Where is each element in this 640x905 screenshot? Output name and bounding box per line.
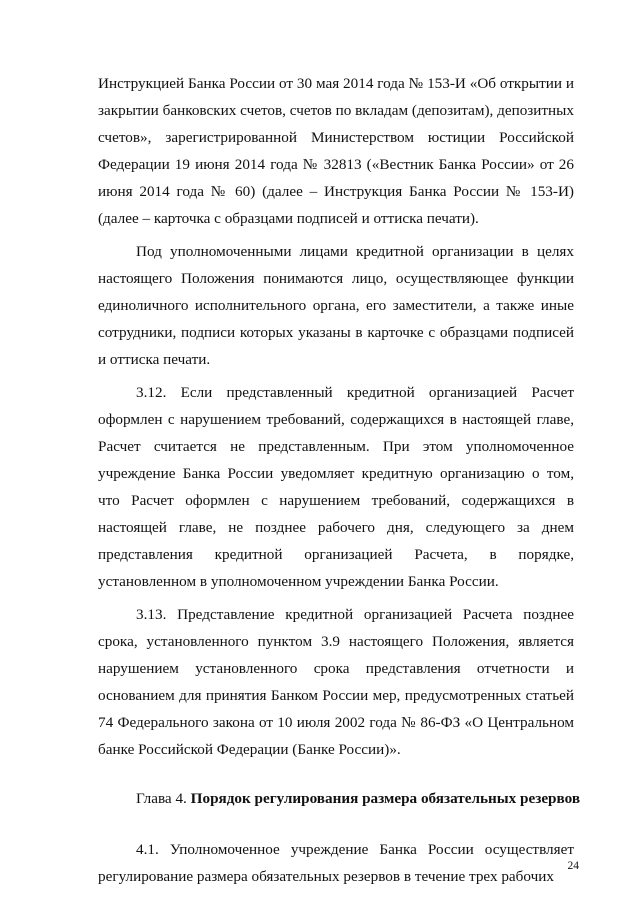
paragraph-instruction-continuation: Инструкцией Банка России от 30 мая 2014 года № 153-И «Об открытии и закрытии банковских счетов, счетов по вкладам (депозитам), депозитных счетов», зарегистрированной Министерством юстиции Российской Федерации 19 июня 2014 года № 32813 («Вестник Банка России» от 26 июня 2014 года № 60) (далее – Инструкция Банка России № 153-И) (далее – карточка с образцами подписей и оттиска печати). [98,75,574,227]
paragraph-clause-3-12: 3.12. Если представленный кредитной организацией Расчет оформлен с нарушением требований, содержащихся в настоящей главе, Расчет считается не представленным. При этом уполномоченное учреждение Банка России уведомляет кредитную организацию о том, что Расчет оформлен с нарушением требований, содержащихся в настоящей главе, не позднее рабочего дня, следующего за днем представления кредитной организацией Расчета, в порядке, установленном в уполномоченном учреждении Банка России. [98,384,574,590]
document-page [98,70,581,896]
paragraph-clause-3-13: 3.13. Представление кредитной организацией Расчета позднее срока, установленного пунктом 3.9 настоящего Положения, является нарушением установленного срока представления отчетности и основанием для принятия Банком России мер, предусмотренных статьей 74 Федерального закона от 10 июля 2002 года № 86-ФЗ «О Центральном банке Российской Федерации (Банке России)». [98,606,574,758]
chapter-title: Порядок регулирования размера обязательных резервов [190,790,581,807]
chapter-prefix: Глава 4. [136,790,191,807]
page-number: 24 [567,860,579,872]
paragraph-clause-4-1: 4.1. Уполномоченное учреждение Банка России осуществляет регулирование размера обязательных резервов в течение трех рабочих [98,841,574,885]
paragraph-authorized-persons: Под уполномоченными лицами кредитной организации в целях настоящего Положения понимаются лицо, осуществляющее функции единоличного исполнительного органа, его заместители, а также иные сотрудники, подписи которых указаны в карточке с образцами подписей и оттиска печати. [98,243,574,368]
chapter-heading [136,785,581,812]
